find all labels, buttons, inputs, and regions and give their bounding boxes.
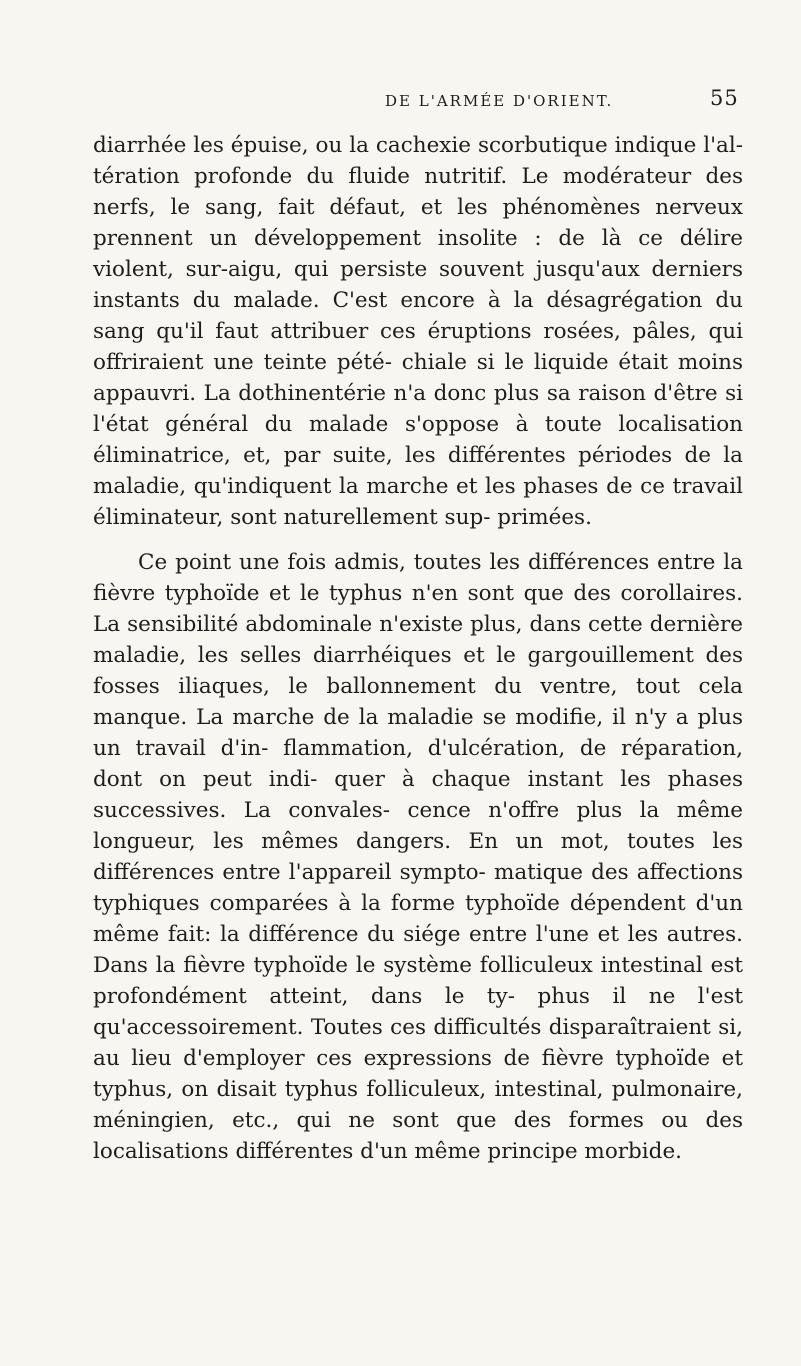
body-text xyxy=(93,130,743,1167)
paragraph: Ce point une fois admis, toutes les différences entre la fièvre typhoïde et le typhus n'en sont que des corollaires. La sensibilité abdominale n'existe plus, dans cette dernière maladie, les selles diarrhéiques et le gargouillement des fosses iliaques, le ballonnement du ventre, tout cela manque. La marche de la maladie se modifie, il n'y a plus un travail d'in- flammation, d'ulcération, de réparation, dont on peut indi- quer à chaque instant les phases successives. La convales- cence n'offre plus la même longueur, les mêmes dangers. En un mot, toutes les différences entre l'appareil sympto- matique des affections typhiques comparées à la forme typhoïde dépendent d'un même fait: la différence du siége entre l'une et les autres. Dans la fièvre typhoïde le système folliculeux intestinal est profondément atteint, dans le ty- phus il ne l'est qu'accessoirement. Toutes ces difficultés disparaîtraient si, au lieu d'employer ces expressions de fièvre typhoïde et typhus, on disait typhus folliculeux, intestinal, pulmonaire, méningien, etc., qui ne sont que des formes ou des localisations différentes d'un même principe morbide. xyxy=(93,550,743,1164)
page-number: 55 xyxy=(710,86,739,110)
running-title: DE L'ARMÉE D'ORIENT. xyxy=(385,92,614,110)
paragraph-continuation: diarrhée les épuise, ou la cachexie scorbutique indique l'al- tération profonde du fluide nutritif. Le modérateur des nerfs, le sang, fait défaut, et les phénomènes nerveux prennent un développement insolite : de là ce délire violent, sur-aigu, qui persiste souvent jusqu'aux derniers instants du malade. C'est encore à la désagrégation du sang qu'il faut attribuer ces éruptions rosées, pâles, qui offriraient une teinte pété- chiale si le liquide était moins appauvri. La dothinentérie n'a donc plus sa raison d'être si l'état général du malade s'oppose à toute localisation éliminatrice, et, par suite, les différentes périodes de la maladie, qu'indiquent la marche et les phases de ce travail éliminateur, sont naturellement sup- primées. xyxy=(93,133,743,530)
